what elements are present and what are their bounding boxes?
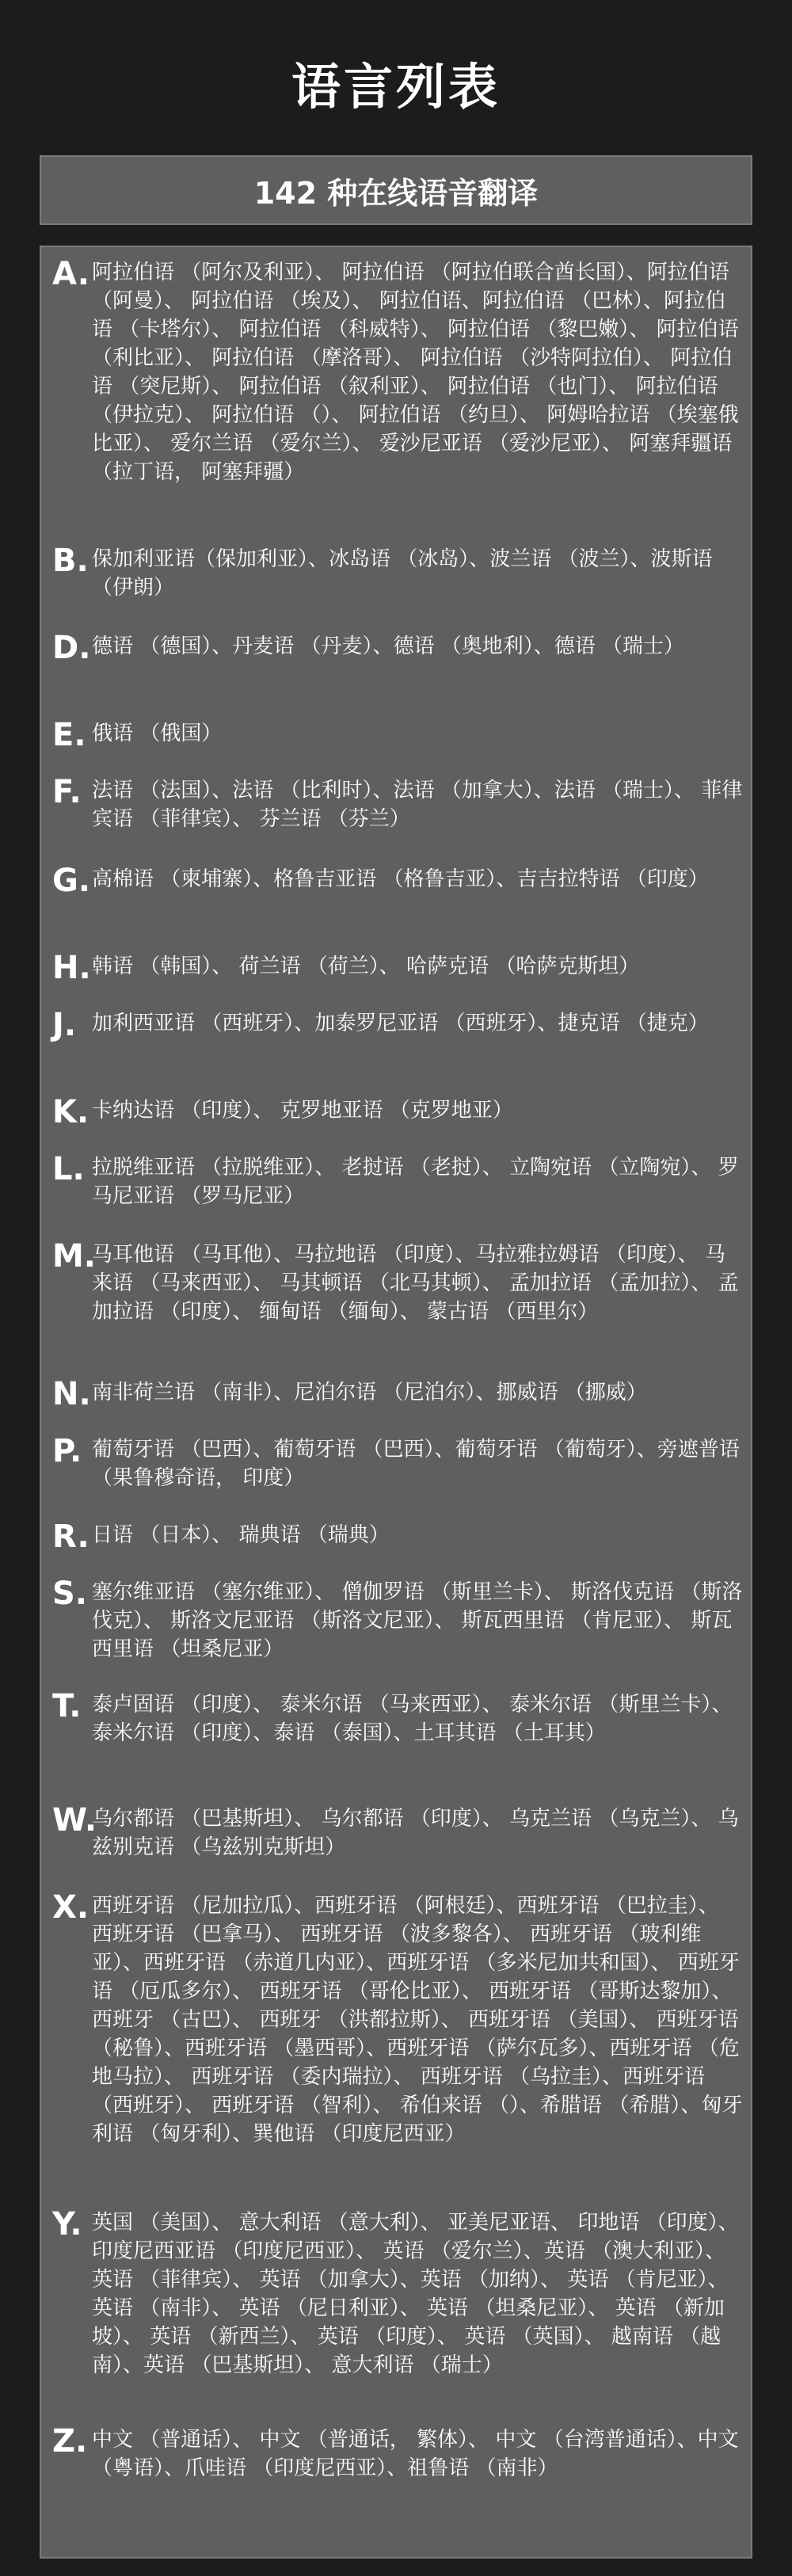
group-languages: 德语 （德国）、丹麦语 （丹麦）、德语 （奥地利）、德语 （瑞士）	[92, 634, 685, 658]
group-d	[52, 632, 744, 667]
group-letter: T.	[52, 1688, 82, 1724]
group-letter: J.	[52, 1007, 77, 1043]
group-e	[52, 719, 744, 754]
group-languages: 英国 （美国）、 意大利语 （意大利）、 亚美尼亚语、 印地语 （印度）、 印度尼西亚语 （印度尼西亚）、 英语 （爱尔兰）、英语 （澳大利亚）、 英语 （菲律宾）、 英语 （加拿大）、英语 （加纳）、 英语 （肯尼亚）、 英语 （南非）、 英语 （尼日利亚）、 英语 （坦桑尼亚）、 英语 （新加坡）、 英语 （新西兰）、 英语 （印度）、 英语 （英国）、 越南语 （越南）、英语 （巴基斯坦）、 意大利语 （瑞士）	[92, 2211, 739, 2377]
group-languages: 俄语 （俄国）	[92, 722, 223, 745]
group-letter: Y.	[52, 2206, 82, 2243]
group-languages: 乌尔都语 （巴基斯坦）、 乌尔都语 （印度）、 乌克兰语 （乌克兰）、 乌兹别克语 （乌兹别克斯坦）	[92, 1807, 739, 1859]
group-languages: 高棉语 （柬埔寨）、格鲁吉亚语 （格鲁吉亚）、吉吉拉特语 （印度）	[92, 867, 709, 891]
page-title: 语言列表	[291, 58, 501, 116]
group-languages: 法语 （法国）、法语 （比利时）、法语 （加拿大）、法语 （瑞士）、 菲律宾语 （菲律宾）、 芬兰语 （芬兰）	[92, 779, 743, 831]
group-letter: H.	[52, 950, 91, 986]
group-x	[52, 1889, 744, 2148]
group-languages: 中文 （普通话）、 中文 （普通话， 繁体）、 中文 （台湾普通话）、中文 （粤语）、爪哇语 （印度尼西亚）、祖鲁语 （南非）	[92, 2428, 739, 2480]
group-h	[52, 952, 744, 987]
group-n	[52, 1378, 744, 1413]
group-letter: K.	[52, 1094, 89, 1130]
language-list-panel	[40, 246, 752, 2559]
group-letter: N.	[52, 1376, 91, 1412]
group-letter: X.	[52, 1889, 89, 1926]
group-b	[52, 545, 744, 602]
group-languages: 保加利亚语（保加利亚）、冰岛语 （冰岛）、波兰语 （波兰）、波斯语 （伊朗）	[92, 547, 713, 600]
group-a	[52, 258, 744, 486]
group-languages: 韩语 （韩国）、 荷兰语 （荷兰）、 哈萨克语 （哈萨克斯坦）	[92, 955, 640, 978]
group-languages: 马耳他语 （马耳他）、马拉地语 （印度）、马拉雅拉姆语 （印度）、 马来语 （马来西亚）、 马其顿语 （北马其顿）、 孟加拉语 （孟加拉）、 孟加拉语 （印度）、 缅甸语 （缅甸）、 蒙古语 （西里尔）	[92, 1243, 739, 1324]
group-languages: 日语 （日本）、 瑞典语 （瑞典）	[92, 1523, 390, 1547]
group-letter: R.	[52, 1519, 89, 1555]
group-s	[52, 1578, 744, 1663]
group-letter: P.	[52, 1433, 82, 1469]
group-j	[52, 1009, 744, 1044]
group-languages: 卡纳达语 （印度）、 克罗地亚语 （克罗地亚）	[92, 1099, 513, 1122]
group-y	[52, 2208, 744, 2380]
group-f	[52, 776, 744, 833]
group-letter: S.	[52, 1576, 88, 1612]
group-t	[52, 1690, 744, 1747]
group-w	[52, 1804, 744, 1862]
language-count-banner: 142 种在线语音翻译	[40, 155, 752, 225]
group-letter: E.	[52, 717, 86, 753]
group-z	[52, 2425, 744, 2483]
group-languages: 阿拉伯语 （阿尔及利亚）、 阿拉伯语 （阿拉伯联合酋长国）、阿拉伯语 （阿曼）、 阿拉伯语 （埃及）、 阿拉伯语、阿拉伯语 （巴林）、阿拉伯语 （卡塔尔）、 阿拉伯语 （科威特）、 阿拉伯语 （黎巴嫩）、 阿拉伯语 （利比亚）、 阿拉伯语 （摩洛哥）、 阿拉伯语 （沙特阿拉伯）、 阿拉伯语 （突尼斯）、 阿拉伯语 （叙利亚）、 阿拉伯语 （也门）、 阿拉伯语 （伊拉克）、 阿拉伯语 （）、 阿拉伯语 （约旦）、 阿姆哈拉语 （埃塞俄比亚）、 爱尔兰语 （爱尔兰）、 爱沙尼亚语 （爱沙尼亚）、 阿塞拜疆语 （拉丁语， 阿塞拜疆）	[92, 261, 739, 484]
group-letter: A.	[52, 256, 89, 292]
group-languages: 拉脱维亚语 （拉脱维亚）、 老挝语 （老挝）、 立陶宛语 （立陶宛）、 罗马尼亚语 （罗马尼亚）	[92, 1156, 739, 1208]
group-letter: D.	[52, 630, 91, 666]
group-languages: 西班牙语 （尼加拉瓜）、西班牙语 （阿根廷）、西班牙语 （巴拉圭）、 西班牙语 （巴拿马）、 西班牙语 （波多黎各）、 西班牙语 （玻利维亚）、西班牙语 （赤道几内亚）、西班牙语 （多米尼加共和国）、 西班牙语 （厄瓜多尔）、 西班牙语 （哥伦比亚）、 西班牙语 （哥斯达黎加）、 西班牙 （古巴）、 西班牙 （洪都拉斯）、 西班牙语 （美国）、 西班牙语 （秘鲁）、西班牙语 （墨西哥）、西班牙语 （萨尔瓦多）、西班牙语 （危地马拉）、 西班牙语 （委内瑞拉）、 西班牙语 （乌拉圭）、西班牙语 （西班牙）、 西班牙语 （智利）、 希伯来语 （）、希腊语 （希腊）、匈牙利语 （匈牙利）、巽他语 （印度尼西亚）	[92, 1894, 743, 2146]
group-languages: 泰卢固语 （印度）、 泰米尔语 （马来西亚）、 泰米尔语 （斯里兰卡）、泰米尔语 （印度）、泰语 （泰国）、土耳其语 （土耳其）	[92, 1693, 733, 1745]
group-letter: G.	[52, 863, 91, 899]
group-languages: 塞尔维亚语 （塞尔维亚）、 僧伽罗语 （斯里兰卡）、 斯洛伐克语 （斯洛伐克）、 斯洛文尼亚语 （斯洛文尼亚）、 斯瓦西里语 （肯尼亚）、 斯瓦西里语 （坦桑尼亚）	[92, 1580, 743, 1661]
group-letter: Z.	[52, 2423, 88, 2460]
group-p	[52, 1435, 744, 1492]
group-letter: M.	[52, 1238, 96, 1275]
group-languages: 加利西亚语 （西班牙）、加泰罗尼亚语 （西班牙）、捷克语 （捷克）	[92, 1012, 709, 1035]
group-letter: F.	[52, 774, 82, 810]
group-letter: W.	[52, 1802, 97, 1839]
group-r	[52, 1521, 744, 1556]
group-m	[52, 1240, 744, 1326]
group-k	[52, 1096, 744, 1131]
group-g	[52, 865, 744, 900]
group-l	[52, 1153, 744, 1210]
group-letter: L.	[52, 1151, 85, 1187]
group-languages: 葡萄牙语 （巴西）、葡萄牙语 （巴西）、葡萄牙语 （葡萄牙）、旁遮普语 （果鲁穆奇语， 印度）	[92, 1438, 740, 1490]
group-languages: 南非荷兰语 （南非）、尼泊尔语 （尼泊尔）、挪威语 （挪威）	[92, 1381, 647, 1404]
group-letter: B.	[52, 543, 89, 579]
